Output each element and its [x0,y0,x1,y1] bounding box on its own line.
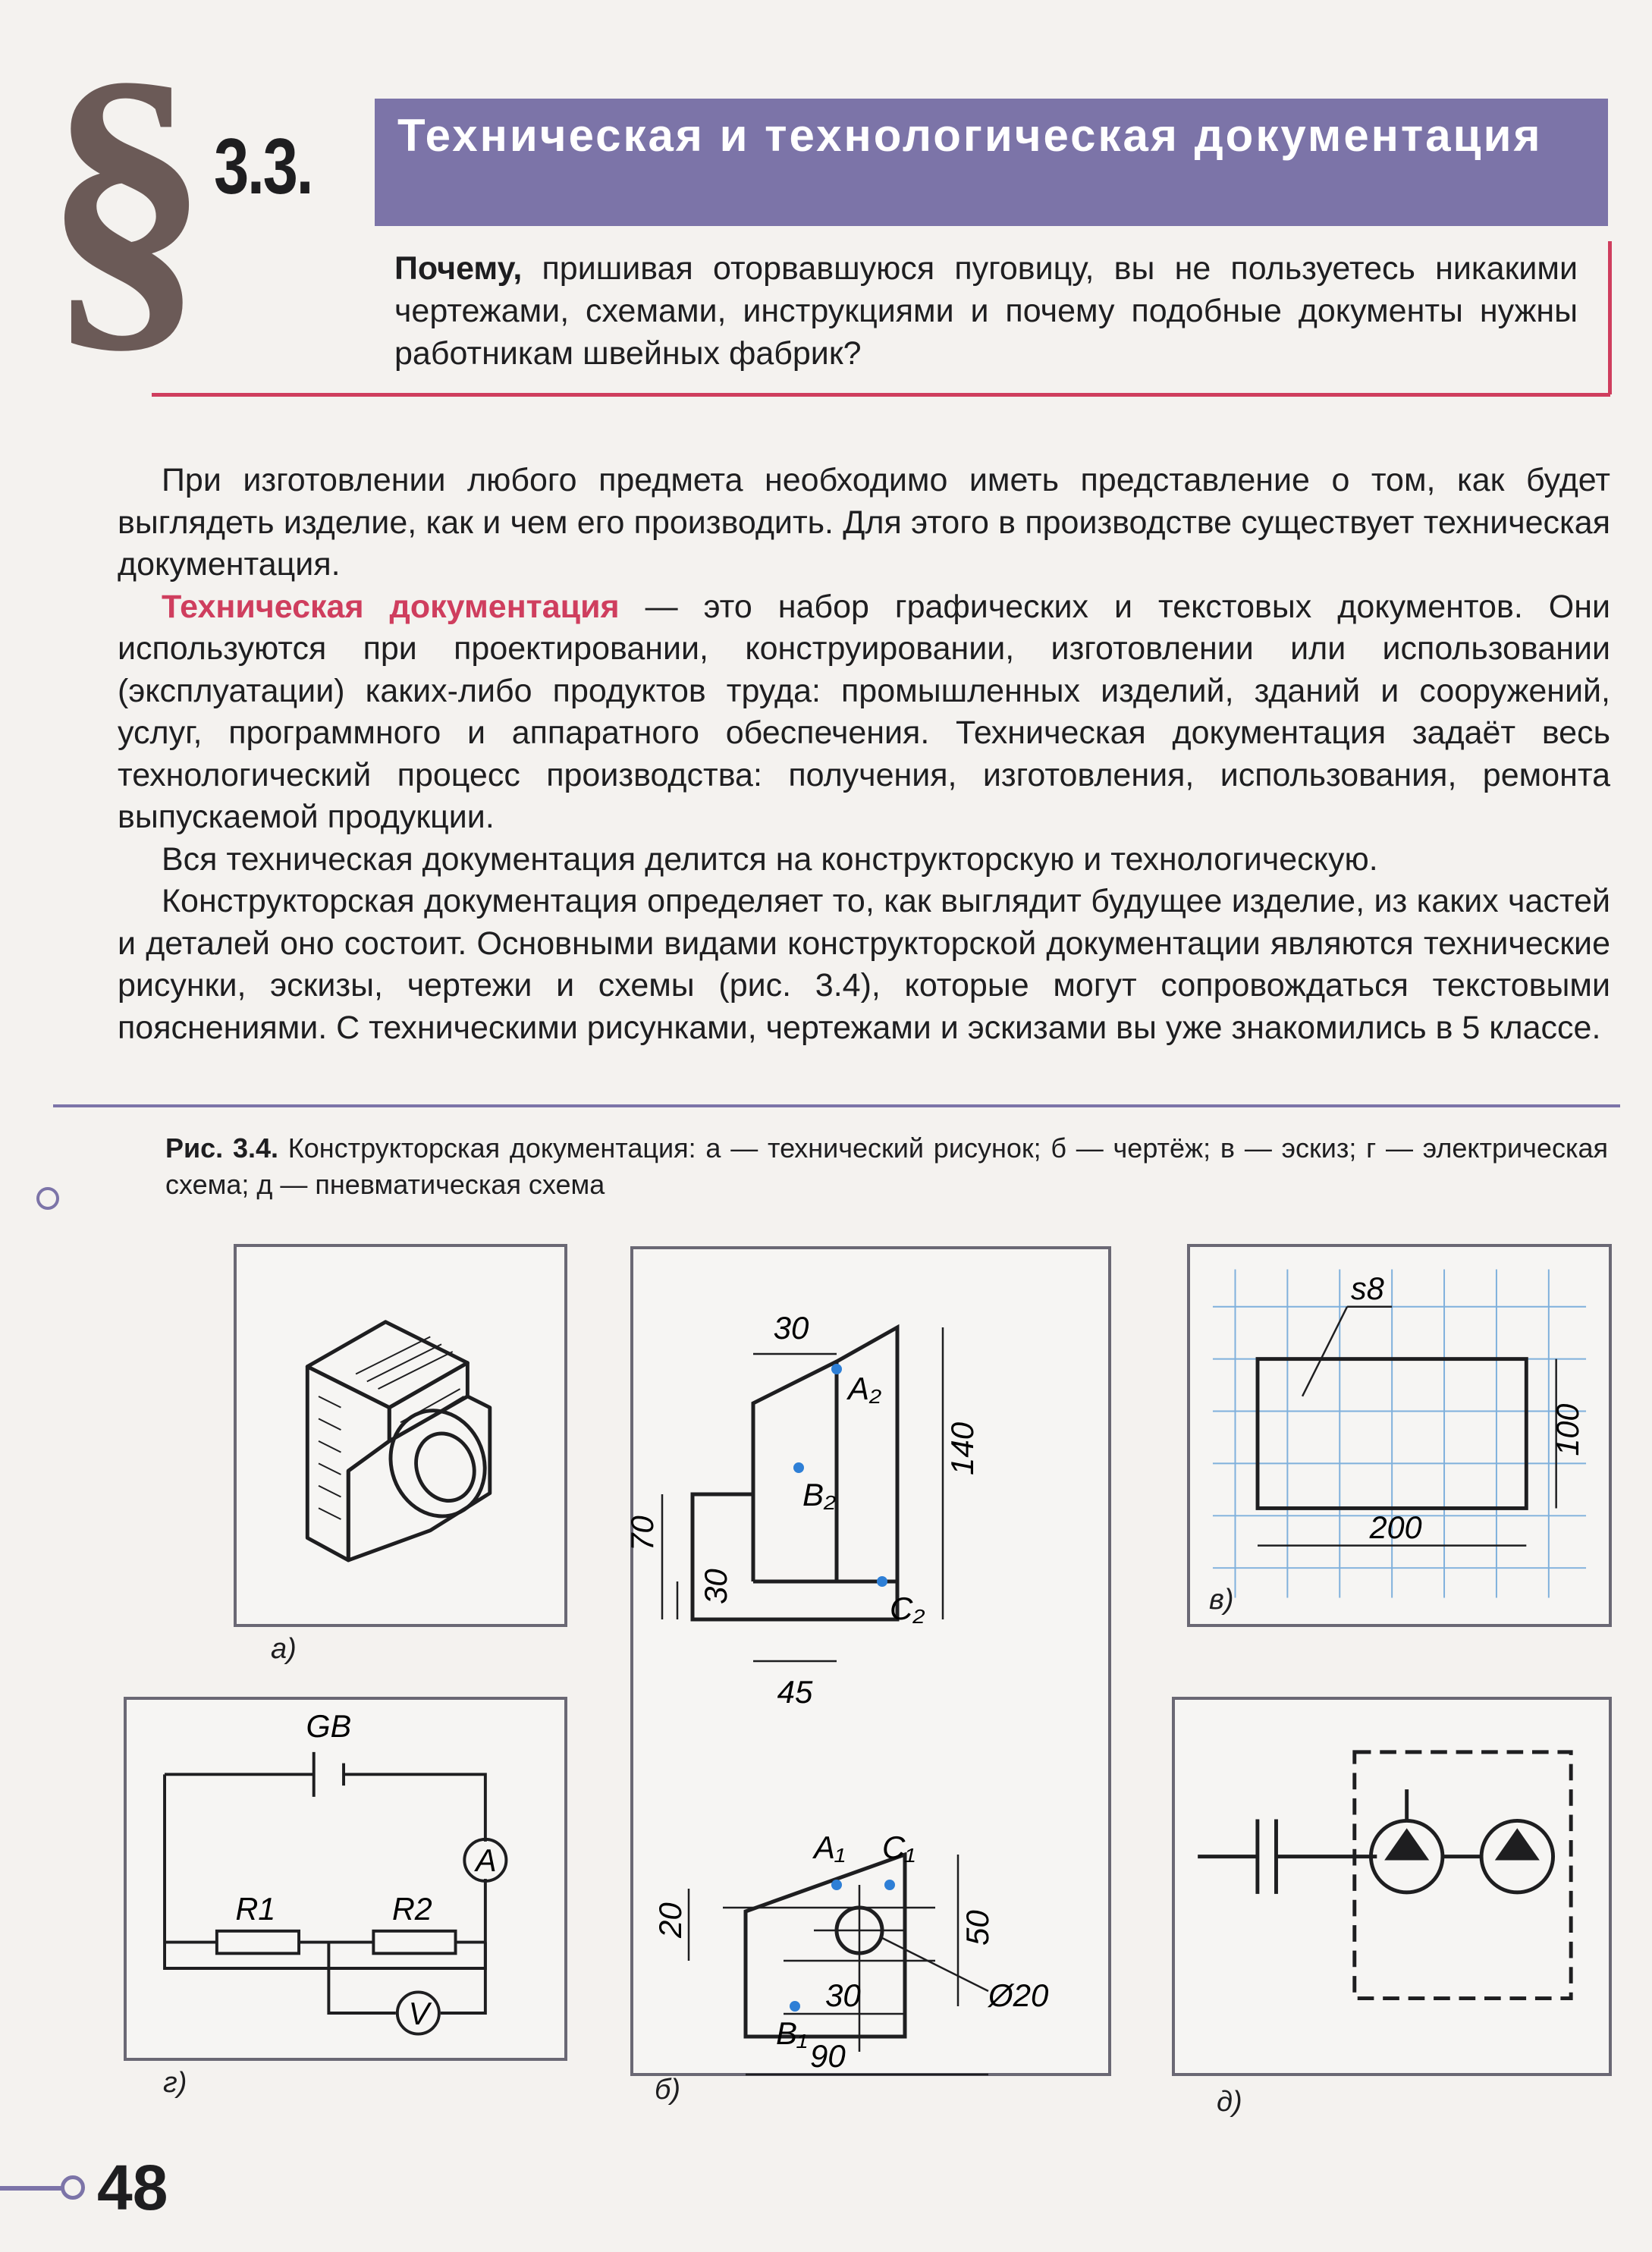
figure-g-electric-circuit [124,1697,567,2099]
svg-text:§: § [43,13,210,382]
figure-g-label: г) [163,2067,187,2099]
dim-side-20: 20 [652,1902,688,1938]
label-c1: C₁ [882,1830,916,1865]
figure-v-label: в) [1209,1584,1234,1616]
pneumatic-diagram [1175,1700,1609,2073]
figure-a-technical-drawing [234,1244,567,1665]
figure-d-pneumatic-scheme [1172,1697,1612,2118]
question-text [394,247,1578,375]
paragraph-2-rest: — это набор графических и текстовых документов. Они используются при проектировании, конструировании, изготовлении или использовании (эксплуатации) каких-либо продуктов труда: промышленных изделий, зданий и сооружений, услуг, программного и аппаратного обеспечения. Техническая документация задаёт весь технологический процесс производства: получения, изготовления, использования, ремонта выпускаемой продукции. [118,588,1610,835]
page-number-rule [0,2186,64,2191]
dim-diameter: Ø20 [988,1977,1049,2013]
voltmeter-label: V [408,1996,430,2031]
dim-bottom-90: 90 [810,2038,846,2074]
caption-bullet-icon [36,1187,59,1210]
point-b1 [790,2001,800,2012]
dim-side-50: 50 [959,1910,995,1946]
page-number: 48 [97,2152,168,2223]
caption-label: Рис. 3.4. [165,1132,278,1164]
caption-rule [53,1104,1620,1107]
question-lead: Почему, [394,250,523,287]
paragraph-1: При изготовлении любого предмета необходимо иметь представление о том, как будет выглядеть изделие, как и чем его производить. Для этого в производстве существует техническая документация. [118,462,1610,583]
figure-caption [165,1130,1608,1203]
paragraph-sign-icon [43,13,210,382]
label-a1: A₁ [814,1830,846,1865]
circuit-r2: R2 [391,1892,432,1927]
isometric-part-icon [237,1247,564,1624]
sketch-dim-100: 100 [1550,1403,1586,1456]
sketch-grid [1190,1247,1609,1624]
label-a2: A₂ [848,1371,882,1406]
point-c2 [877,1576,887,1587]
body-text [118,460,1610,1049]
circuit-diagram [127,1700,564,2058]
sketch-dim-s8: s8 [1351,1270,1384,1306]
question-divider [152,393,1610,397]
dim-height-70: 70 [624,1515,660,1551]
point-a1 [831,1880,842,1890]
circuit-gb: GB [306,1709,352,1745]
circuit-r1: R1 [235,1892,276,1927]
dim-bottom-30: 30 [825,1977,861,2013]
paragraph-2 [118,586,1610,839]
point-c1 [884,1880,895,1890]
figure-b-label: б) [655,2074,681,2106]
paragraph-4: Конструкторская документация определяет то, как выглядит будущее изделие, из каких частей и деталей оно состоит. Основными видами конструкторской документации являются технические рисунки, эскизы, чертежи и схемы (рис. 3.4), которые могут сопровождаться текстовыми пояснениями. С техническими рисунками, чертежами и эскизами вы уже знакомились в 5 классе. [118,883,1610,1046]
dim-height-140: 140 [944,1421,980,1475]
label-b1: B₁ [776,2015,808,2051]
figure-d-label: д) [1217,2086,1242,2118]
figure-v-sketch [1187,1244,1612,1627]
paragraph-3: Вся техническая документация делится на конструкторскую и технологическую. [162,840,1378,878]
dim-top-width: 30 [773,1310,809,1346]
section-title: Техническая и технологическая документация [397,110,1543,161]
dim-base-45: 45 [777,1674,813,1710]
question-rest: пришивая оторвавшуюся пуговицу, вы не пользуетесь никакими чертежами, схемами, инструкциями и почему подобные документы нужны работникам швейных фабрик? [394,250,1578,372]
figure-b-orthographic-drawing [624,1248,1111,2106]
point-b2 [793,1462,804,1473]
dim-height-30: 30 [698,1569,733,1604]
label-b2: B₂ [802,1477,837,1512]
caption-text: Конструкторская документация: а — технический рисунок; б — чертёж; в — эскиз; г — электрическая схема; д — пневматическая схема [165,1132,1609,1200]
label-c2: C₂ [890,1591,925,1626]
ammeter-label: A [476,1843,497,1879]
page-number-bullet-icon [61,2175,85,2200]
sketch-dim-200: 200 [1369,1509,1422,1545]
term-highlight: Техническая документация [162,588,620,625]
orthographic-views [624,1248,1111,2076]
section-number: 3.3. [214,123,312,211]
figure-a-label: а) [271,1633,297,1665]
point-a2 [831,1364,842,1374]
